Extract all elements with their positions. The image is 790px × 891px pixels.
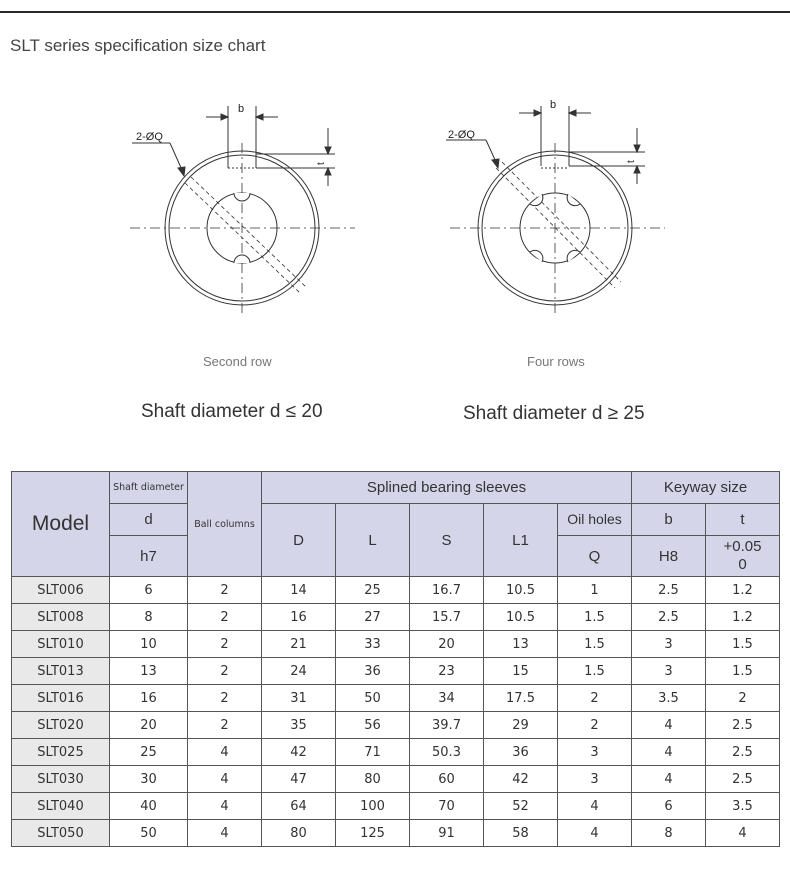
table-cell: 4 xyxy=(558,793,632,820)
table-cell: 2.5 xyxy=(706,739,780,766)
width-label: b xyxy=(238,103,245,115)
table-cell: 2.5 xyxy=(632,577,706,604)
table-cell: 3.5 xyxy=(632,685,706,712)
table-cell: 2 xyxy=(558,712,632,739)
table-cell: 1.2 xyxy=(706,604,780,631)
table-cell: 36 xyxy=(484,739,558,766)
header-ball-columns: Ball columns xyxy=(188,472,262,577)
table-cell: 4 xyxy=(188,739,262,766)
table-cell: 2 xyxy=(188,577,262,604)
table-cell: 2 xyxy=(558,685,632,712)
table-cell: 2.5 xyxy=(632,604,706,631)
model-cell: SLT040 xyxy=(12,793,110,820)
table-cell: 1.5 xyxy=(558,604,632,631)
table-cell: 25 xyxy=(336,577,410,604)
header-t: t xyxy=(706,504,780,536)
table-cell: 47 xyxy=(262,766,336,793)
table-cell: 1.5 xyxy=(558,631,632,658)
table-cell: 3 xyxy=(632,631,706,658)
table-cell: 8 xyxy=(632,820,706,847)
table-cell: 10.5 xyxy=(484,577,558,604)
header-b: b xyxy=(632,504,706,536)
header-splined-bearing-sleeves: Splined bearing sleeves xyxy=(262,472,632,504)
header-keyway-size: Keyway size xyxy=(632,472,780,504)
table-body xyxy=(12,577,780,847)
table-cell: 15 xyxy=(484,658,558,685)
table-row xyxy=(12,658,780,685)
table-cell: 25 xyxy=(110,739,188,766)
header-S: S xyxy=(410,504,484,577)
table-cell: 4 xyxy=(706,820,780,847)
figure-subtitle-left: Shaft diameter d ≤ 20 xyxy=(141,401,323,422)
t-tolerance-lower: 0 xyxy=(738,556,747,573)
table-row xyxy=(12,685,780,712)
table-cell: 4 xyxy=(188,766,262,793)
table-cell: 8 xyxy=(110,604,188,631)
table-cell: 21 xyxy=(262,631,336,658)
table-row xyxy=(12,739,780,766)
table-cell: 13 xyxy=(484,631,558,658)
table-cell: 2 xyxy=(188,658,262,685)
table-cell: 39.7 xyxy=(410,712,484,739)
table-cell: 20 xyxy=(410,631,484,658)
depth-label: t xyxy=(316,162,327,165)
model-cell: SLT010 xyxy=(12,631,110,658)
model-cell: SLT008 xyxy=(12,604,110,631)
table-cell: 91 xyxy=(410,820,484,847)
hole-label: 2-ØQ xyxy=(448,129,475,141)
table-cell: 16.7 xyxy=(410,577,484,604)
table-cell: 56 xyxy=(336,712,410,739)
table-cell: 60 xyxy=(410,766,484,793)
table-cell: 1 xyxy=(558,577,632,604)
table-cell: 20 xyxy=(110,712,188,739)
header-model: Model xyxy=(12,472,110,577)
table-cell: 2 xyxy=(188,685,262,712)
table-cell: 15.7 xyxy=(410,604,484,631)
header-d: d xyxy=(110,504,188,536)
header-L1: L1 xyxy=(484,504,558,577)
table-cell: 24 xyxy=(262,658,336,685)
table-cell: 80 xyxy=(336,766,410,793)
table-cell: 23 xyxy=(410,658,484,685)
table-cell: 4 xyxy=(632,712,706,739)
header-d-tolerance: h7 xyxy=(110,536,188,577)
header-shaft-diameter: Shaft diameter xyxy=(110,472,188,504)
table-cell: 1.5 xyxy=(558,658,632,685)
table-cell: 4 xyxy=(188,793,262,820)
table-row xyxy=(12,631,780,658)
figure-caption-right: Four rows xyxy=(527,354,585,369)
table-cell: 70 xyxy=(410,793,484,820)
model-cell: SLT006 xyxy=(12,577,110,604)
header-t-tolerance xyxy=(706,536,780,577)
table-cell: 1.5 xyxy=(706,658,780,685)
header-oil-holes: Oil holes xyxy=(558,504,632,536)
page-title: SLT series specification size chart xyxy=(10,36,266,55)
table-cell: 3 xyxy=(558,766,632,793)
header-L: L xyxy=(336,504,410,577)
table-cell: 27 xyxy=(336,604,410,631)
table-row xyxy=(12,766,780,793)
table-cell: 52 xyxy=(484,793,558,820)
table-cell: 40 xyxy=(110,793,188,820)
table-cell: 2 xyxy=(188,604,262,631)
table-row xyxy=(12,712,780,739)
table-cell: 31 xyxy=(262,685,336,712)
table-row xyxy=(12,577,780,604)
table-cell: 1.2 xyxy=(706,577,780,604)
table-cell: 3.5 xyxy=(706,793,780,820)
table-cell: 2.5 xyxy=(706,712,780,739)
table-cell: 50 xyxy=(110,820,188,847)
table-cell: 29 xyxy=(484,712,558,739)
hole-label: 2-ØQ xyxy=(136,131,163,143)
table-header xyxy=(12,472,780,577)
table-cell: 6 xyxy=(110,577,188,604)
width-label: b xyxy=(550,99,557,111)
table-row xyxy=(12,820,780,847)
table-cell: 64 xyxy=(262,793,336,820)
table-row xyxy=(12,793,780,820)
table-cell: 50.3 xyxy=(410,739,484,766)
table-cell: 2 xyxy=(706,685,780,712)
table-cell: 100 xyxy=(336,793,410,820)
table-cell: 30 xyxy=(110,766,188,793)
table-cell: 35 xyxy=(262,712,336,739)
model-cell: SLT020 xyxy=(12,712,110,739)
table-cell: 2 xyxy=(188,712,262,739)
figure-caption-left: Second row xyxy=(203,354,272,369)
top-rule xyxy=(0,11,790,13)
table-cell: 71 xyxy=(336,739,410,766)
table-cell: 80 xyxy=(262,820,336,847)
table-cell: 33 xyxy=(336,631,410,658)
table-cell: 4 xyxy=(188,820,262,847)
bearing-drawing-four-rows xyxy=(430,88,670,318)
table-cell: 3 xyxy=(632,658,706,685)
model-cell: SLT050 xyxy=(12,820,110,847)
t-tolerance-upper: +0.05 xyxy=(723,538,762,555)
model-cell: SLT025 xyxy=(12,739,110,766)
table-cell: 16 xyxy=(262,604,336,631)
table-cell: 125 xyxy=(336,820,410,847)
table-cell: 42 xyxy=(262,739,336,766)
table-cell: 2 xyxy=(188,631,262,658)
model-cell: SLT030 xyxy=(12,766,110,793)
table-cell: 3 xyxy=(558,739,632,766)
table-cell: 1.5 xyxy=(706,631,780,658)
table-cell: 36 xyxy=(336,658,410,685)
table-cell: 2.5 xyxy=(706,766,780,793)
table-cell: 58 xyxy=(484,820,558,847)
bearing-drawing-two-rows xyxy=(120,88,360,318)
table-cell: 50 xyxy=(336,685,410,712)
table-cell: 16 xyxy=(110,685,188,712)
header-b-tolerance: H8 xyxy=(632,536,706,577)
table-cell: 14 xyxy=(262,577,336,604)
header-Q: Q xyxy=(558,536,632,577)
table-cell: 10 xyxy=(110,631,188,658)
table-cell: 10.5 xyxy=(484,604,558,631)
table-cell: 4 xyxy=(558,820,632,847)
model-cell: SLT016 xyxy=(12,685,110,712)
table-cell: 17.5 xyxy=(484,685,558,712)
table-cell: 6 xyxy=(632,793,706,820)
depth-label: t xyxy=(626,160,637,163)
table-cell: 42 xyxy=(484,766,558,793)
table-cell: 4 xyxy=(632,739,706,766)
figure-subtitle-right: Shaft diameter d ≥ 25 xyxy=(463,403,645,424)
header-D: D xyxy=(262,504,336,577)
table-cell: 34 xyxy=(410,685,484,712)
model-cell: SLT013 xyxy=(12,658,110,685)
table-row xyxy=(12,604,780,631)
table-cell: 4 xyxy=(632,766,706,793)
spec-table xyxy=(11,471,780,847)
table-cell: 13 xyxy=(110,658,188,685)
